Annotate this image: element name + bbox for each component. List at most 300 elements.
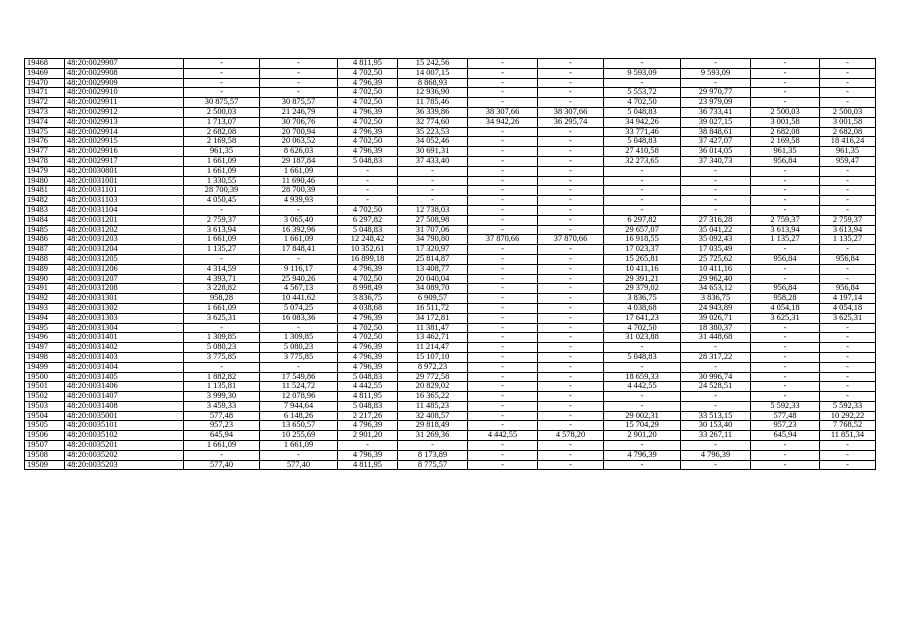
value-cell: 4 796,39 bbox=[338, 107, 398, 117]
value-cell: - bbox=[468, 186, 538, 196]
value-cell: 12 248,42 bbox=[338, 235, 398, 245]
value-cell: - bbox=[468, 196, 538, 206]
value-cell: - bbox=[468, 352, 538, 362]
value-cell: - bbox=[538, 264, 604, 274]
value-cell: 27 316,28 bbox=[681, 215, 751, 225]
value-cell: - bbox=[468, 313, 538, 323]
table-row bbox=[25, 156, 876, 166]
cadastral-number-cell: 48:20:0029913 bbox=[65, 117, 184, 127]
table-row bbox=[25, 313, 876, 323]
table-row bbox=[25, 303, 876, 313]
value-cell: 4 796,39 bbox=[338, 352, 398, 362]
value-cell: - bbox=[604, 166, 681, 176]
value-cell: 32 408,57 bbox=[398, 411, 468, 421]
value-cell: 4 796,39 bbox=[338, 450, 398, 460]
value-cell: 4 702,50 bbox=[338, 68, 398, 78]
value-cell: 23 979,09 bbox=[681, 98, 751, 108]
value-cell: 5 592,33 bbox=[820, 401, 876, 411]
value-cell: 3 001,58 bbox=[751, 117, 820, 127]
value-cell: - bbox=[751, 323, 820, 333]
value-cell: 959,47 bbox=[820, 156, 876, 166]
value-cell: 35 041,22 bbox=[681, 225, 751, 235]
value-cell: 16 511,72 bbox=[398, 303, 468, 313]
value-cell: 30 875,57 bbox=[260, 98, 338, 108]
row-number-cell: 19509 bbox=[25, 460, 65, 470]
value-cell: - bbox=[468, 205, 538, 215]
value-cell: - bbox=[751, 264, 820, 274]
value-cell: 11 851,34 bbox=[820, 431, 876, 441]
value-cell: 11 690,46 bbox=[260, 176, 338, 186]
value-cell: 34 942,26 bbox=[604, 117, 681, 127]
value-cell: 3 775,85 bbox=[184, 352, 260, 362]
value-cell: - bbox=[604, 176, 681, 186]
value-cell: 18 380,37 bbox=[681, 323, 751, 333]
value-cell: 4 702,50 bbox=[338, 323, 398, 333]
value-cell: - bbox=[604, 186, 681, 196]
value-cell: - bbox=[820, 68, 876, 78]
value-cell: 17 848,41 bbox=[260, 245, 338, 255]
value-cell: 5 048,83 bbox=[338, 225, 398, 235]
table-row bbox=[25, 225, 876, 235]
value-cell: - bbox=[468, 254, 538, 264]
value-cell: 4 796,39 bbox=[604, 450, 681, 460]
value-cell: - bbox=[538, 362, 604, 372]
value-cell: 5 048,83 bbox=[604, 352, 681, 362]
cadastral-number-cell: 48:20:0031403 bbox=[65, 352, 184, 362]
table-row bbox=[25, 274, 876, 284]
row-number-cell: 19482 bbox=[25, 196, 65, 206]
row-number-cell: 19473 bbox=[25, 107, 65, 117]
value-cell: 37 427,07 bbox=[681, 137, 751, 147]
value-cell: 1 661,09 bbox=[184, 156, 260, 166]
value-cell: 11 485,23 bbox=[398, 401, 468, 411]
value-cell: - bbox=[184, 205, 260, 215]
value-cell: - bbox=[751, 78, 820, 88]
value-cell: - bbox=[538, 205, 604, 215]
row-number-cell: 19483 bbox=[25, 205, 65, 215]
value-cell: 5 048,83 bbox=[338, 156, 398, 166]
value-cell: 4 796,39 bbox=[338, 264, 398, 274]
value-cell: 2 759,37 bbox=[751, 215, 820, 225]
row-number-cell: 19504 bbox=[25, 411, 65, 421]
cadastral-number-cell: 48:20:0031101 bbox=[65, 186, 184, 196]
table-row bbox=[25, 401, 876, 411]
value-cell: 4 702,50 bbox=[338, 117, 398, 127]
value-cell: - bbox=[338, 441, 398, 451]
value-cell: - bbox=[751, 333, 820, 343]
value-cell: - bbox=[751, 186, 820, 196]
value-cell: 4 796,39 bbox=[338, 343, 398, 353]
value-cell: 956,84 bbox=[751, 156, 820, 166]
value-cell: 4 811,95 bbox=[338, 59, 398, 69]
value-cell: - bbox=[468, 382, 538, 392]
value-cell: - bbox=[751, 362, 820, 372]
value-cell: 17 035,49 bbox=[681, 245, 751, 255]
value-cell: 34 172,81 bbox=[398, 313, 468, 323]
value-cell: - bbox=[260, 68, 338, 78]
cadastral-number-cell: 48:20:0029907 bbox=[65, 59, 184, 69]
value-cell: 5 080,23 bbox=[184, 343, 260, 353]
value-cell: 3 999,30 bbox=[184, 392, 260, 402]
value-cell: 4 811,95 bbox=[338, 392, 398, 402]
value-cell: 5 592,33 bbox=[751, 401, 820, 411]
value-cell: 32 273,65 bbox=[604, 156, 681, 166]
cadastral-number-cell: 48:20:0035001 bbox=[65, 411, 184, 421]
value-cell: 38 307,66 bbox=[468, 107, 538, 117]
table-row bbox=[25, 235, 876, 245]
table-row bbox=[25, 264, 876, 274]
value-cell: 3 775,85 bbox=[260, 352, 338, 362]
cadastral-number-cell: 48:20:0029911 bbox=[65, 98, 184, 108]
value-cell: - bbox=[538, 274, 604, 284]
value-cell: 5 080,23 bbox=[260, 343, 338, 353]
value-cell: 4 442,55 bbox=[468, 431, 538, 441]
value-cell: - bbox=[820, 88, 876, 98]
value-cell: - bbox=[538, 460, 604, 470]
value-cell: - bbox=[468, 284, 538, 294]
value-cell: 27 410,58 bbox=[604, 147, 681, 157]
value-cell: 6 909,57 bbox=[398, 294, 468, 304]
table-row bbox=[25, 196, 876, 206]
value-cell: 1 661,09 bbox=[184, 303, 260, 313]
row-number-cell: 19479 bbox=[25, 166, 65, 176]
value-cell: 18 659,33 bbox=[604, 372, 681, 382]
value-cell: 1 135,27 bbox=[820, 235, 876, 245]
value-cell: 4 038,68 bbox=[604, 303, 681, 313]
value-cell: - bbox=[604, 441, 681, 451]
value-cell: - bbox=[468, 176, 538, 186]
table-row bbox=[25, 441, 876, 451]
value-cell: 1 309,85 bbox=[260, 333, 338, 343]
value-cell: 2 169,58 bbox=[184, 137, 260, 147]
value-cell: 8 173,89 bbox=[398, 450, 468, 460]
table-row bbox=[25, 147, 876, 157]
value-cell: 8 972,23 bbox=[398, 362, 468, 372]
value-cell: 10 411,16 bbox=[604, 264, 681, 274]
value-cell: - bbox=[604, 362, 681, 372]
value-cell: 29 970,77 bbox=[681, 88, 751, 98]
value-cell: 29 772,58 bbox=[398, 372, 468, 382]
value-cell: - bbox=[604, 59, 681, 69]
row-number-cell: 19508 bbox=[25, 450, 65, 460]
value-cell: 16 918,55 bbox=[604, 235, 681, 245]
value-cell: 29 818,49 bbox=[398, 421, 468, 431]
value-cell: 37 433,40 bbox=[398, 156, 468, 166]
value-cell: - bbox=[820, 274, 876, 284]
value-cell: 4 442,55 bbox=[338, 382, 398, 392]
value-cell: - bbox=[468, 303, 538, 313]
value-cell: - bbox=[538, 254, 604, 264]
table-row bbox=[25, 460, 876, 470]
value-cell: - bbox=[820, 343, 876, 353]
value-cell: - bbox=[820, 372, 876, 382]
value-cell: 25 940,26 bbox=[260, 274, 338, 284]
value-cell: 36 295,74 bbox=[538, 117, 604, 127]
value-cell: 4 702,50 bbox=[338, 274, 398, 284]
table-row bbox=[25, 431, 876, 441]
value-cell: 6 297,82 bbox=[338, 215, 398, 225]
value-cell: 37 870,66 bbox=[538, 235, 604, 245]
cadastral-number-cell: 48:20:0031302 bbox=[65, 303, 184, 313]
table-row bbox=[25, 372, 876, 382]
value-cell: 645,94 bbox=[751, 431, 820, 441]
value-cell: 1 135,27 bbox=[751, 235, 820, 245]
value-cell: 30 706,76 bbox=[260, 117, 338, 127]
value-cell: - bbox=[820, 205, 876, 215]
row-number-cell: 19474 bbox=[25, 117, 65, 127]
table-row bbox=[25, 254, 876, 264]
value-cell: 1 661,09 bbox=[260, 235, 338, 245]
table-row bbox=[25, 88, 876, 98]
value-cell: - bbox=[751, 372, 820, 382]
value-cell: - bbox=[338, 176, 398, 186]
value-cell: 2 500,03 bbox=[820, 107, 876, 117]
value-cell: - bbox=[681, 362, 751, 372]
value-cell: 4 578,20 bbox=[538, 431, 604, 441]
row-number-cell: 19507 bbox=[25, 441, 65, 451]
value-cell: 11 381,47 bbox=[398, 323, 468, 333]
table-row bbox=[25, 352, 876, 362]
value-cell: - bbox=[260, 59, 338, 69]
value-cell: 11 524,72 bbox=[260, 382, 338, 392]
value-cell: - bbox=[751, 59, 820, 69]
value-cell: 34 052,46 bbox=[398, 137, 468, 147]
row-number-cell: 19505 bbox=[25, 421, 65, 431]
value-cell: 12 738,03 bbox=[398, 205, 468, 215]
value-cell: - bbox=[820, 245, 876, 255]
value-cell: 29 391,21 bbox=[604, 274, 681, 284]
value-cell: 577,40 bbox=[260, 460, 338, 470]
cadastral-number-cell: 48:20:0035201 bbox=[65, 441, 184, 451]
value-cell: 958,28 bbox=[184, 294, 260, 304]
value-cell: 13 408,77 bbox=[398, 264, 468, 274]
value-cell: 31 269,36 bbox=[398, 431, 468, 441]
value-cell: 32 774,60 bbox=[398, 117, 468, 127]
cadastral-number-cell: 48:20:0031402 bbox=[65, 343, 184, 353]
value-cell: - bbox=[820, 382, 876, 392]
cadastral-number-cell: 48:20:0029908 bbox=[65, 68, 184, 78]
value-cell: - bbox=[538, 401, 604, 411]
table-row bbox=[25, 284, 876, 294]
value-cell: - bbox=[538, 176, 604, 186]
row-number-cell: 19491 bbox=[25, 284, 65, 294]
row-number-cell: 19485 bbox=[25, 225, 65, 235]
value-cell: 957,23 bbox=[184, 421, 260, 431]
cadastral-number-cell: 48:20:0031404 bbox=[65, 362, 184, 372]
value-cell: 4 702,50 bbox=[604, 98, 681, 108]
value-cell: 4 702,50 bbox=[604, 323, 681, 333]
value-cell: - bbox=[538, 186, 604, 196]
value-cell: - bbox=[260, 362, 338, 372]
table-row bbox=[25, 215, 876, 225]
value-cell: - bbox=[681, 176, 751, 186]
table-row bbox=[25, 392, 876, 402]
value-cell: 29 379,02 bbox=[604, 284, 681, 294]
value-cell: - bbox=[398, 166, 468, 176]
value-cell: - bbox=[468, 362, 538, 372]
value-cell: 1 309,85 bbox=[184, 333, 260, 343]
value-cell: 35 092,43 bbox=[681, 235, 751, 245]
row-number-cell: 19470 bbox=[25, 78, 65, 88]
value-cell: - bbox=[820, 352, 876, 362]
value-cell: 10 255,69 bbox=[260, 431, 338, 441]
value-cell: - bbox=[751, 352, 820, 362]
value-cell: 645,94 bbox=[184, 431, 260, 441]
value-cell: 1 330,55 bbox=[184, 176, 260, 186]
value-cell: - bbox=[681, 460, 751, 470]
value-cell: - bbox=[538, 225, 604, 235]
value-cell: 1 661,09 bbox=[260, 166, 338, 176]
row-number-cell: 19499 bbox=[25, 362, 65, 372]
value-cell: 4 702,50 bbox=[338, 333, 398, 343]
value-cell: - bbox=[538, 156, 604, 166]
value-cell: - bbox=[398, 441, 468, 451]
row-number-cell: 19472 bbox=[25, 98, 65, 108]
value-cell: 30 691,31 bbox=[398, 147, 468, 157]
value-cell: 37 340,73 bbox=[681, 156, 751, 166]
value-cell: 15 107,10 bbox=[398, 352, 468, 362]
value-cell: 16 083,36 bbox=[260, 313, 338, 323]
value-cell: - bbox=[751, 382, 820, 392]
value-cell: - bbox=[468, 441, 538, 451]
value-cell: 15 704,29 bbox=[604, 421, 681, 431]
table-row bbox=[25, 333, 876, 343]
cadastral-number-cell: 48:20:0031207 bbox=[65, 274, 184, 284]
value-cell: - bbox=[751, 98, 820, 108]
cadastral-number-cell: 48:20:0029910 bbox=[65, 88, 184, 98]
row-number-cell: 19496 bbox=[25, 333, 65, 343]
row-number-cell: 19497 bbox=[25, 343, 65, 353]
value-cell: - bbox=[260, 78, 338, 88]
value-cell: - bbox=[538, 313, 604, 323]
value-cell: - bbox=[260, 254, 338, 264]
row-number-cell: 19501 bbox=[25, 382, 65, 392]
table-row bbox=[25, 382, 876, 392]
value-cell: - bbox=[681, 78, 751, 88]
value-cell: 4 567,13 bbox=[260, 284, 338, 294]
value-cell: 20 700,94 bbox=[260, 127, 338, 137]
row-number-cell: 19477 bbox=[25, 147, 65, 157]
value-cell: 24 943,89 bbox=[681, 303, 751, 313]
row-number-cell: 19478 bbox=[25, 156, 65, 166]
value-cell: - bbox=[468, 78, 538, 88]
row-number-cell: 19480 bbox=[25, 176, 65, 186]
value-cell: 4 702,50 bbox=[338, 137, 398, 147]
value-cell: - bbox=[820, 333, 876, 343]
value-cell: 30 153,40 bbox=[681, 421, 751, 431]
value-cell: - bbox=[468, 147, 538, 157]
value-cell: 961,35 bbox=[184, 147, 260, 157]
value-cell: 10 441,62 bbox=[260, 294, 338, 304]
value-cell: 2 759,37 bbox=[184, 215, 260, 225]
value-cell: 2 500,03 bbox=[184, 107, 260, 117]
value-cell: 33 513,15 bbox=[681, 411, 751, 421]
value-cell: 3 836,75 bbox=[604, 294, 681, 304]
value-cell: 2 682,08 bbox=[751, 127, 820, 137]
row-number-cell: 19490 bbox=[25, 274, 65, 284]
value-cell: - bbox=[468, 137, 538, 147]
value-cell: 4 796,39 bbox=[338, 147, 398, 157]
table-row bbox=[25, 78, 876, 88]
value-cell: - bbox=[820, 186, 876, 196]
value-cell: - bbox=[538, 196, 604, 206]
value-cell: - bbox=[468, 225, 538, 235]
cadastral-number-cell: 48:20:0031304 bbox=[65, 323, 184, 333]
cadastral-number-cell: 48:20:0035203 bbox=[65, 460, 184, 470]
value-cell: - bbox=[820, 362, 876, 372]
value-cell: 1 661,09 bbox=[184, 441, 260, 451]
value-cell: 6 297,82 bbox=[604, 215, 681, 225]
cadastral-number-cell: 48:20:0031204 bbox=[65, 245, 184, 255]
value-cell: 2 169,58 bbox=[751, 137, 820, 147]
value-cell: - bbox=[751, 196, 820, 206]
value-cell: 24 528,51 bbox=[681, 382, 751, 392]
value-cell: 7 944,64 bbox=[260, 401, 338, 411]
value-cell: - bbox=[751, 343, 820, 353]
value-cell: - bbox=[538, 333, 604, 343]
value-cell: 958,28 bbox=[751, 294, 820, 304]
table-row bbox=[25, 362, 876, 372]
cadastral-number-cell: 48:20:0031406 bbox=[65, 382, 184, 392]
value-cell: 8 868,93 bbox=[398, 78, 468, 88]
value-cell: 3 836,75 bbox=[681, 294, 751, 304]
value-cell: 3 625,31 bbox=[820, 313, 876, 323]
value-cell: - bbox=[538, 294, 604, 304]
row-number-cell: 19475 bbox=[25, 127, 65, 137]
value-cell: 1 135,81 bbox=[184, 382, 260, 392]
value-cell: 21 246,79 bbox=[260, 107, 338, 117]
value-cell: - bbox=[468, 460, 538, 470]
data-table bbox=[24, 58, 876, 470]
value-cell: 31 707,06 bbox=[398, 225, 468, 235]
value-cell: 36 014,05 bbox=[681, 147, 751, 157]
value-cell: 12 936,90 bbox=[398, 88, 468, 98]
value-cell: - bbox=[184, 323, 260, 333]
value-cell: - bbox=[604, 343, 681, 353]
cadastral-number-cell: 48:20:0031202 bbox=[65, 225, 184, 235]
value-cell: 5 048,83 bbox=[338, 372, 398, 382]
value-cell: 956,84 bbox=[820, 284, 876, 294]
value-cell: 17 641,23 bbox=[604, 313, 681, 323]
value-cell: - bbox=[681, 166, 751, 176]
value-cell: 1 135,27 bbox=[184, 245, 260, 255]
value-cell: - bbox=[468, 156, 538, 166]
value-cell: - bbox=[538, 323, 604, 333]
cadastral-number-cell: 48:20:0031201 bbox=[65, 215, 184, 225]
value-cell: 34 089,70 bbox=[398, 284, 468, 294]
cadastral-number-cell: 48:20:0029916 bbox=[65, 147, 184, 157]
value-cell: 4 796,39 bbox=[681, 450, 751, 460]
value-cell: - bbox=[538, 303, 604, 313]
value-cell: 20 829,02 bbox=[398, 382, 468, 392]
value-cell: - bbox=[538, 78, 604, 88]
value-cell: - bbox=[468, 127, 538, 137]
value-cell: 27 508,98 bbox=[398, 215, 468, 225]
value-cell: - bbox=[751, 245, 820, 255]
value-cell: - bbox=[604, 401, 681, 411]
value-cell: 10 411,16 bbox=[681, 264, 751, 274]
value-cell: 8 775,57 bbox=[398, 460, 468, 470]
value-cell: - bbox=[751, 68, 820, 78]
value-cell: 4 050,45 bbox=[184, 196, 260, 206]
value-cell: 4 796,39 bbox=[338, 421, 398, 431]
value-cell: - bbox=[681, 441, 751, 451]
value-cell: - bbox=[338, 166, 398, 176]
value-cell: 2 901,20 bbox=[604, 431, 681, 441]
row-number-cell: 19492 bbox=[25, 294, 65, 304]
value-cell: - bbox=[820, 78, 876, 88]
value-cell: - bbox=[751, 205, 820, 215]
